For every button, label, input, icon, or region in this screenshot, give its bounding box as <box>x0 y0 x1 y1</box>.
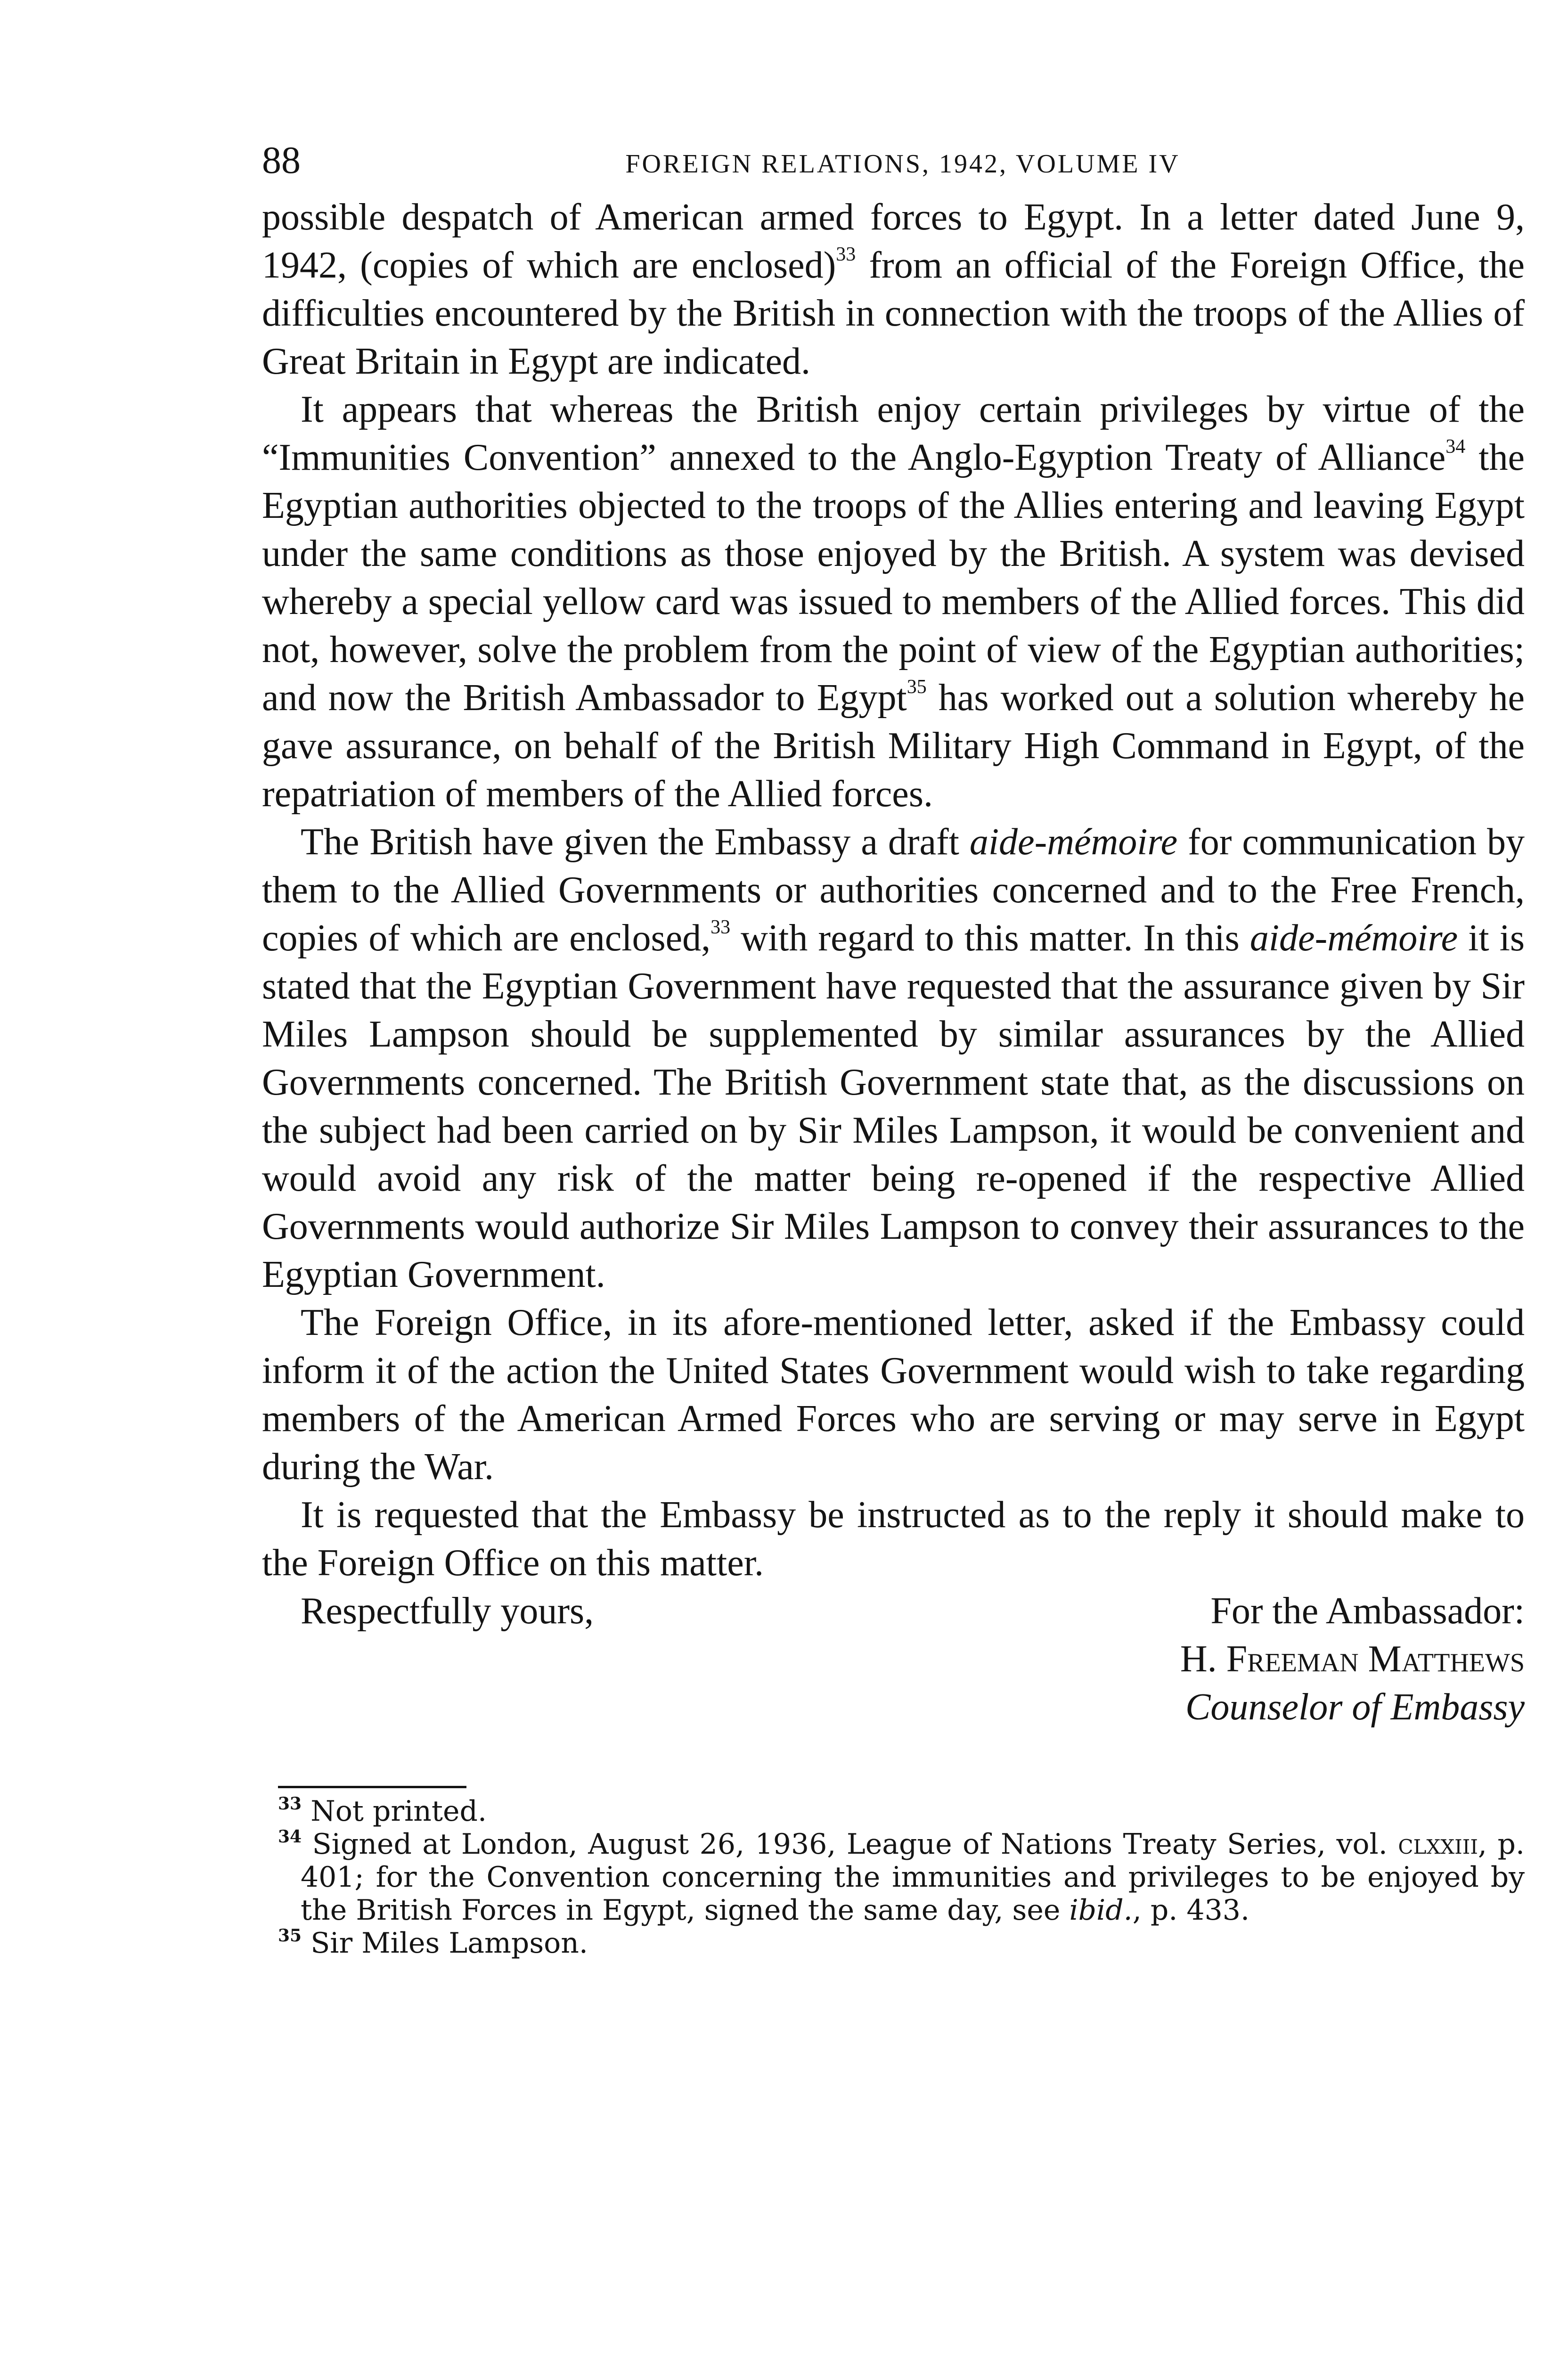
footnote-35-text: Sir Miles Lampson. <box>310 1927 588 1960</box>
paragraph-2-text-a: It appears that whereas the British enjoy certain privileges by virtue of the “Immunities Convention” annexed to the Anglo-Egyption Treaty of Alliance <box>262 389 1525 478</box>
footnote-divider <box>278 1786 466 1788</box>
running-title: FOREIGN RELATIONS, 1942, VOLUME IV <box>625 149 1180 179</box>
paragraph-1-text-cont: from an official of the Foreign Office, the difficulties encountered by the British in connection with the troops of the Allies of Great Britain in Egypt are indicated. <box>262 245 1525 382</box>
document-page <box>262 137 1525 1960</box>
signature-block <box>1180 1587 1525 1731</box>
paragraph-1-text: possible despatch of American armed forces to Egypt. In a letter dated June 9, 1942, (copies of which are enclosed) <box>262 196 1525 286</box>
running-head <box>262 137 1525 193</box>
paragraph-3-text-b: for communication by them to the Allied Governments or authorities concerned and to the Free French, copies of which are enclosed, <box>262 821 1525 959</box>
paragraph-2-text-b: the Egyptian authorities objected to the troops of the Allies entering and leaving Egypt under the same conditions as those enjoyed by the British. A system was devised whereby a special yellow card was issued to members of the Allied forces. This did not, however, solve the problem from the point of view of the Egyptian authorities; and now the British Ambassador to Egypt <box>262 437 1525 719</box>
footnote-ref-35: 35 <box>906 676 927 698</box>
footnote-34-text-a: Signed at London, August 26, 1936, League of Nations Treaty Series, vol. <box>312 1828 1398 1861</box>
footnote-33-text: Not printed. <box>310 1795 487 1828</box>
footnote-ref-33: 33 <box>836 244 856 265</box>
page-number: 88 <box>262 139 301 181</box>
paragraph-1 <box>262 193 1525 385</box>
paragraph-3-text-a: The British have given the Embassy a draft <box>301 821 970 863</box>
footnote-34-text-c: , p. 433. <box>1132 1894 1250 1927</box>
footnote-ref-33-second: 33 <box>710 916 731 938</box>
aide-memoire-term-second: aide-mémoire <box>1250 917 1458 959</box>
paragraph-3 <box>262 818 1525 1299</box>
letter-body <box>262 193 1525 1587</box>
paragraph-5: It is requested that the Embassy be instructed as to the reply it should make to the Foreign Office on this matter. <box>262 1494 1525 1584</box>
footnote-mark-33: 33 <box>278 1794 302 1814</box>
footnote-mark-34: 34 <box>278 1827 302 1847</box>
footnote-34-text-b: , p. 401; for the Convention concerning the immunities and privileges to be enjoyed by the British Forces in Egypt, signed the same day, see <box>301 1828 1525 1927</box>
salutation: Respectfully yours, <box>301 1590 594 1632</box>
footnote-34 <box>262 1828 1525 1927</box>
signer-title: Counselor of Embassy <box>1185 1686 1525 1728</box>
footnote-34-ibid: ibid. <box>1069 1894 1133 1927</box>
aide-memoire-term: aide-mémoire <box>969 821 1178 863</box>
signer-name: H. Freeman Matthews <box>1180 1638 1525 1680</box>
paragraph-3-text-d: it is stated that the Egyptian Government have requested that the assurance given by Sir Miles Lampson should be supplemented by similar assurances by the Allied Governments concerned. The British Government state that, as the discussions on the subject had been carried on by Sir Miles Lampson, it would be convenient and would avoid any risk of the matter being re-opened if the respective Allied Governments would authorize Sir Miles Lampson to convey their assurances to the Egyptian Government. <box>262 917 1525 1295</box>
paragraph-3-text-c: with regard to this matter. In this <box>730 917 1250 959</box>
paragraph-2 <box>262 385 1525 818</box>
for-ambassador-line: For the Ambassador: <box>1210 1590 1525 1632</box>
footnotes <box>262 1795 1525 1960</box>
paragraph-2-text-c: has worked out a solution whereby he gave assurance, on behalf of the British Military High Command in Egypt, of the repatriation of members of the Allied forces. <box>262 677 1525 815</box>
paragraph-4: The Foreign Office, in its afore-mentioned letter, asked if the Embassy could inform it of the action the United States Government would wish to take regarding members of the American Armed Forces who are serving or may serve in Egypt during the War. <box>262 1302 1525 1488</box>
closing-block <box>262 1587 1525 1734</box>
footnote-34-volume: clxxiii <box>1398 1828 1478 1861</box>
footnote-33 <box>262 1795 1525 1828</box>
footnote-35 <box>262 1927 1525 1960</box>
footnote-ref-34: 34 <box>1446 436 1466 458</box>
footnote-mark-35: 35 <box>278 1926 302 1946</box>
